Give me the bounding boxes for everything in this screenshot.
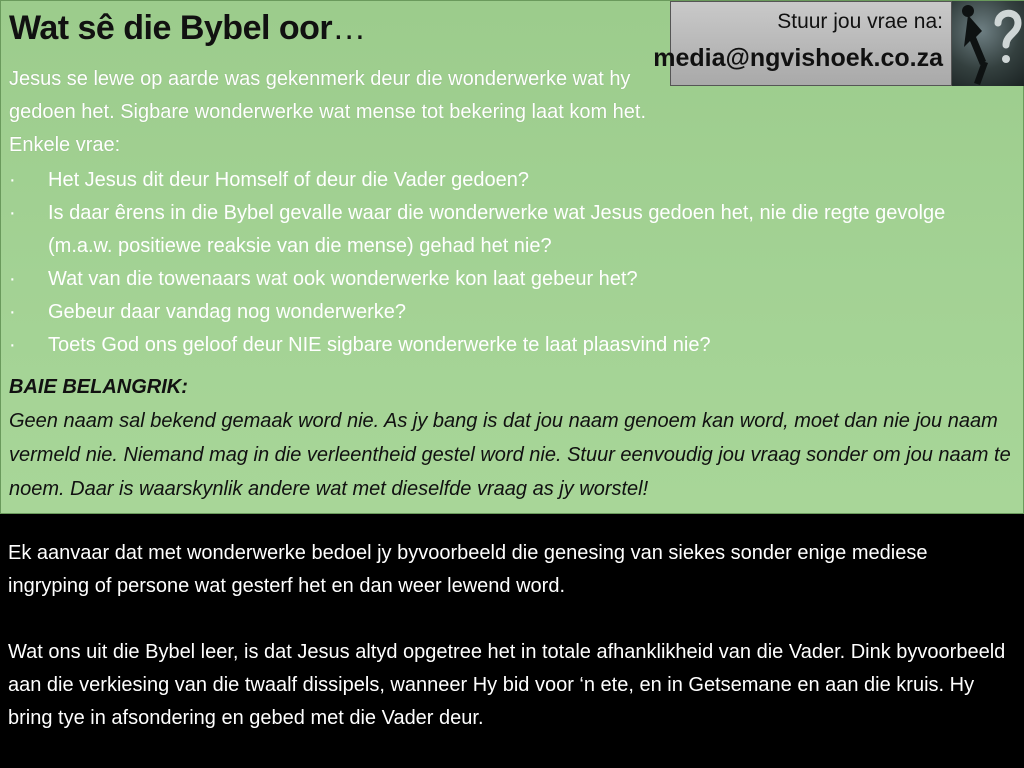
intro-line: gedoen het. Sigbare wonderwerke wat mense tot bekering laat kom het.	[9, 101, 647, 123]
list-item	[9, 197, 1009, 263]
bullet: ·	[9, 301, 16, 323]
question-list	[9, 164, 1009, 362]
question-text: Wat van die towenaars wat ook wonderwerke kon laat gebeur het?	[48, 268, 638, 290]
question-text: Het Jesus dit deur Homself of deur die Vader gedoen?	[48, 169, 530, 191]
question-mark-figure-icon	[952, 1, 1024, 86]
bullet: ·	[9, 202, 16, 224]
page-title-ellipsis: …	[332, 9, 366, 47]
intro-text	[9, 63, 659, 162]
questions-heading: Enkele vrae:	[9, 134, 121, 156]
important-notice	[9, 370, 1014, 506]
bullet: ·	[9, 169, 16, 191]
bullet: ·	[9, 334, 16, 356]
list-item	[9, 263, 1009, 296]
list-item	[9, 164, 1009, 197]
question-text: Toets God ons geloof deur NIE sigbare wonderwerke te laat plaasvind nie?	[48, 334, 711, 356]
bullet: ·	[9, 268, 16, 290]
contact-email[interactable]: media@ngvishoek.co.za	[653, 44, 943, 72]
list-item	[9, 329, 1009, 362]
answer-section	[8, 537, 1013, 768]
contact-box	[653, 1, 952, 86]
page-title	[9, 9, 366, 48]
question-text: Is daar êrens in die Bybel gevalle waar die wonderwerke wat Jesus gedoen het, nie die regte gevolge (m.a.w. positiewe reaksie van die mense) gehad het nie?	[48, 202, 946, 257]
important-body: Geen naam sal bekend gemaak word nie. As jy bang is dat jou naam genoem kan word, moet dan nie jou naam vermeld nie. Niemand mag in die verleentheid gestel word nie. Stuur eenvoudig jou vraag sonder om jou naam te noem. Daar is waarskynlik andere wat met dieselfde vraag as jy worstel!	[9, 410, 1011, 500]
contact-label: Stuur jou vrae na:	[777, 10, 943, 33]
answer-paragraph: Ek aanvaar dat met wonderwerke bedoel jy byvoorbeeld die genesing van siekes sonder enige mediese ingryping of persone wat gesterf het en dan weer lewend word.	[8, 542, 928, 597]
important-heading: BAIE BELANGRIK:	[9, 376, 188, 398]
list-item	[9, 296, 1009, 329]
answer-paragraph: Wat ons uit die Bybel leer, is dat Jesus altyd opgetree het in totale afhanklikheid van die Vader. Dink byvoorbeeld aan die verkiesing van die twaalf dissipels, wanneer Hy bid voor ‘n ete, en in Getsemane en aan die kruis. Hy bring tye in afsondering en gebed met die Vader deur.	[8, 641, 1006, 729]
question-text: Gebeur daar vandag nog wonderwerke?	[48, 301, 407, 323]
intro-line: Jesus se lewe op aarde was gekenmerk deur die wonderwerke wat hy	[9, 68, 631, 90]
page-title-text: Wat sê die Bybel oor	[9, 9, 333, 47]
